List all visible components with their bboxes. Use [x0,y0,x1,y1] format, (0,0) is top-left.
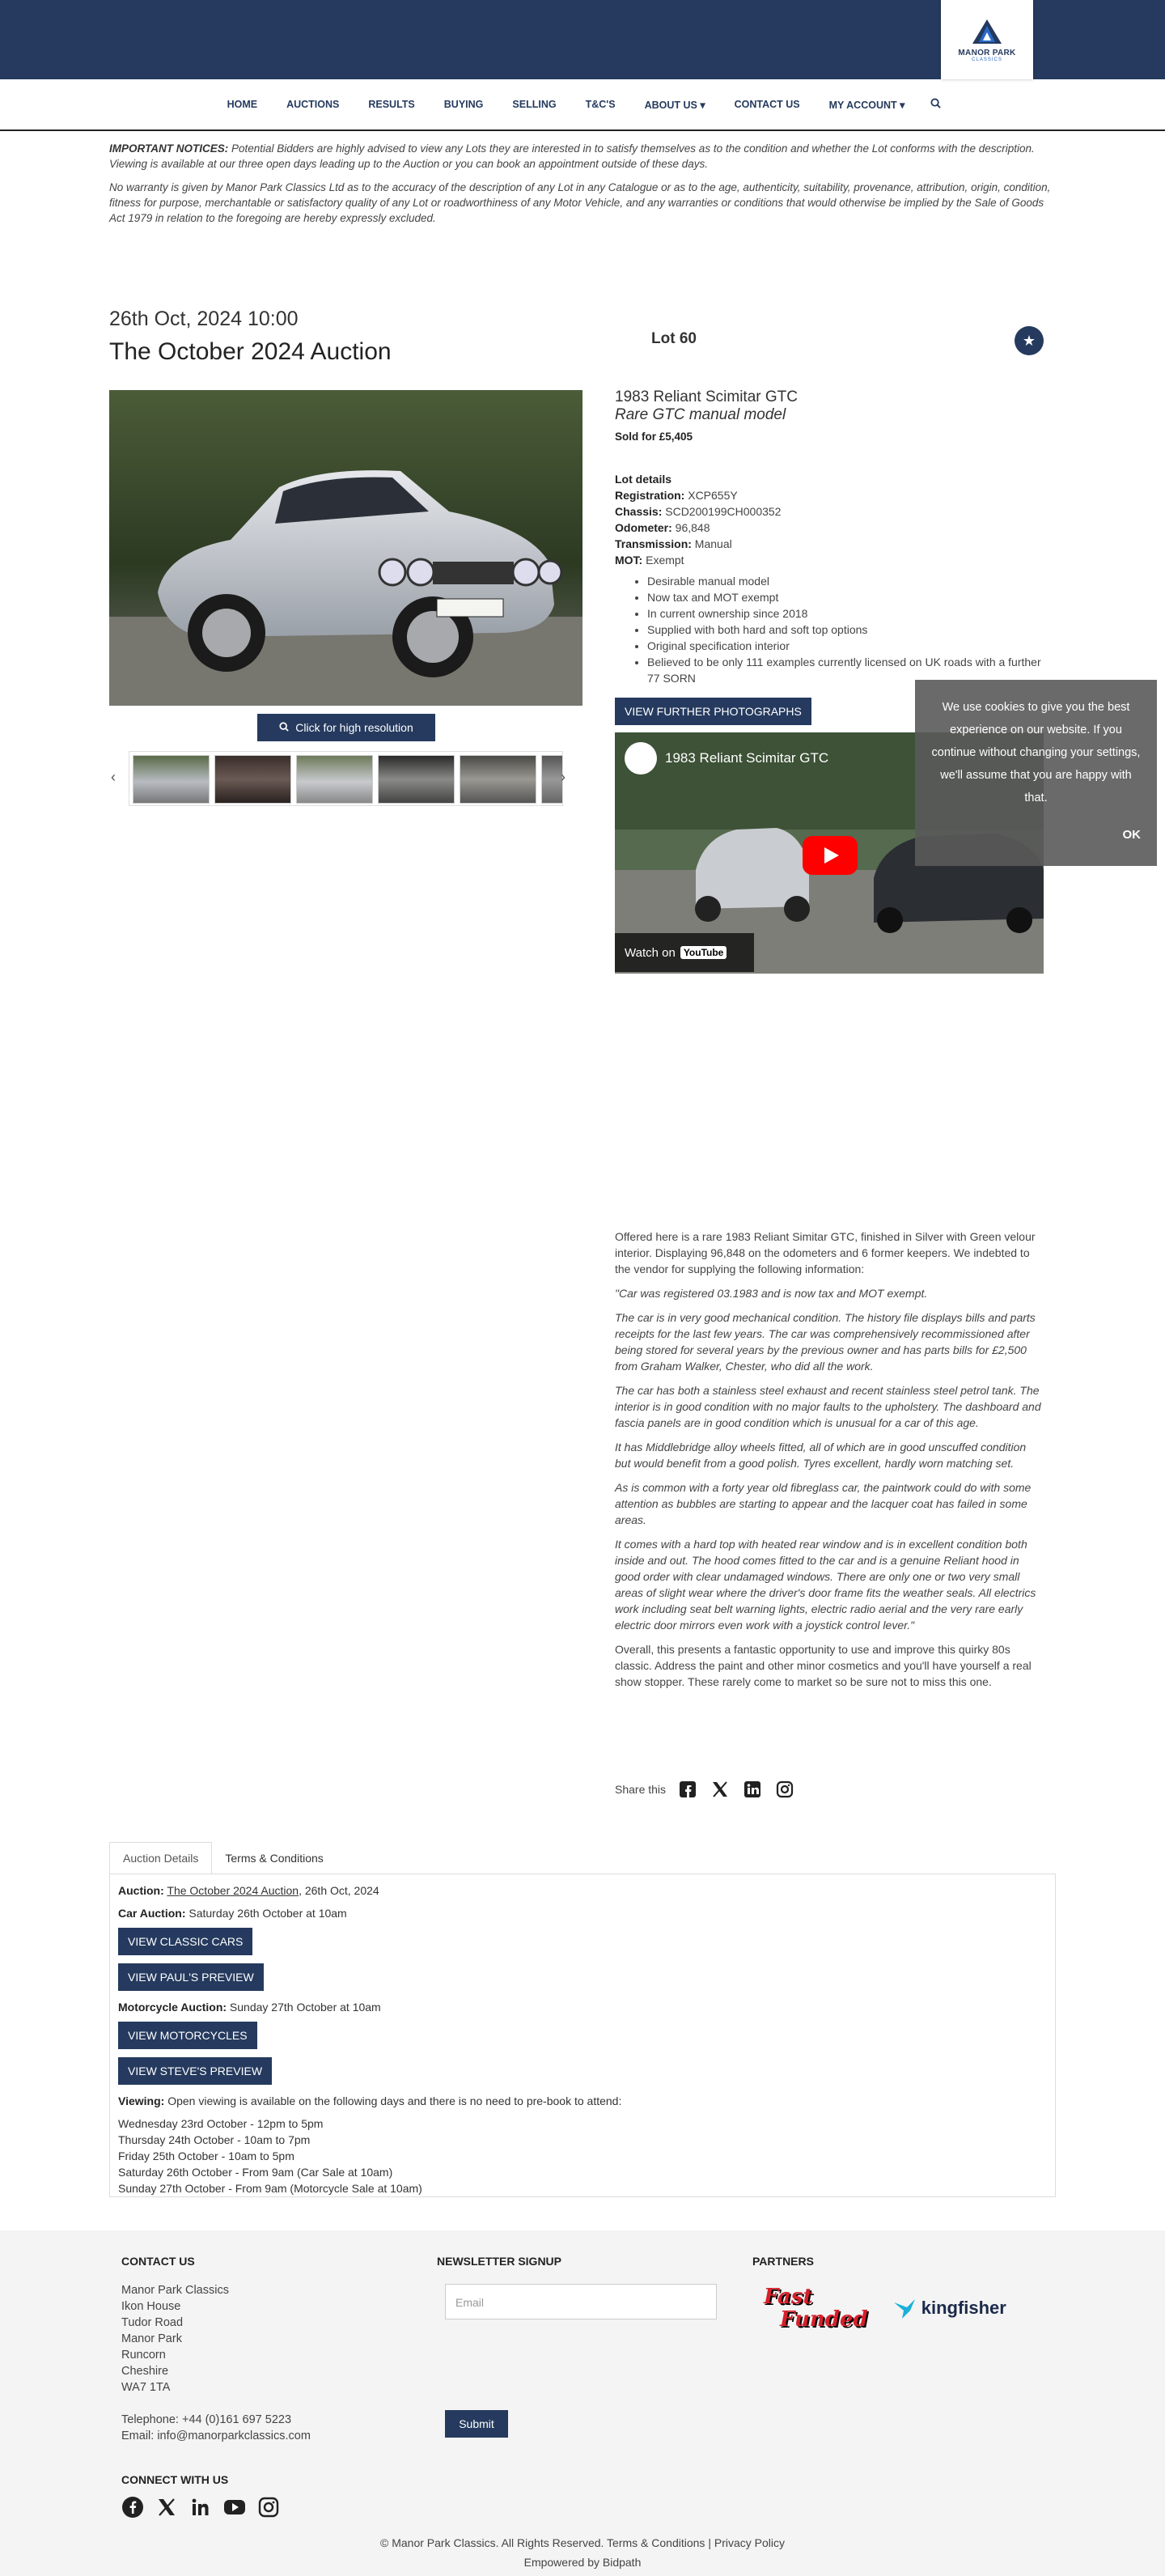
important-notices [109,141,1056,234]
partners-heading: PARTNERS [752,2255,814,2268]
cookie-text: We use cookies to give you the best experience on our website. If you continue without changing your settings, we'll assume that you are happy with that. [931,701,1141,804]
nav-selling[interactable]: SELLING [512,99,557,110]
view-pauls-preview-button[interactable]: VIEW PAUL'S PREVIEW [118,1963,264,1991]
car-subtitle: Rare GTC manual model [615,406,786,423]
thumbnail-image[interactable] [378,755,455,804]
footer-telephone[interactable]: Telephone: +44 (0)161 697 5223 [121,2413,292,2426]
thumbnail-image[interactable] [460,755,536,804]
logo-subtitle: CLASSICS [972,57,1002,62]
address-line: Cheshire [121,2365,169,2378]
view-further-photographs-button[interactable]: VIEW FURTHER PHOTOGRAPHS [615,698,811,725]
x-twitter-icon[interactable] [155,2496,178,2519]
watch-on-youtube-button[interactable] [615,933,754,972]
thumbnail-image[interactable] [133,755,210,804]
car-title: 1983 Reliant Scimitar GTC [615,388,798,405]
footer-email[interactable]: Email: info@manorparkclassics.com [121,2430,311,2442]
address-line: WA7 1TA [121,2381,171,2394]
fast-funded-logo-line-2: Funded [780,2307,868,2332]
description-quote: The car has both a stainless steel exhaust and recent stainless steel petrol tank. The interior is in good condition with no major faults to the upholstery. The dashboard and fascia panels are in good condition which is unusual for a car of this age. [615,1384,1041,1429]
nav-my-account[interactable]: MY ACCOUNT ▾ [828,99,905,111]
motorcycle-auction-value: Sunday 27th October at 10am [227,2001,381,2014]
lot-number: Lot 60 [651,330,697,347]
site-footer [0,2230,1165,2576]
notice-label: IMPORTANT NOTICES: [109,142,229,155]
motorcycle-auction-label: Motorcycle Auction: [118,2001,227,2014]
registration-label: Registration: [615,489,685,502]
newsletter-submit-button[interactable]: Submit [445,2410,508,2438]
watch-on-label: Watch on [625,945,676,960]
nav-results[interactable]: RESULTS [368,99,415,110]
feature-item: • Believed to be only 111 examples currently licensed on UK roads with a further 77 SORN [647,654,1052,686]
high-resolution-button[interactable] [257,714,435,741]
share-label: Share this [615,1783,667,1796]
newsletter-heading: NEWSLETTER SIGNUP [437,2255,562,2268]
footer-partners [752,2253,1006,2331]
description-quote: "Car was registered 03.1983 and is now tax and MOT exempt. [615,1287,928,1300]
chevron-right-icon[interactable]: › [561,769,566,785]
linkedin-icon[interactable] [189,2496,212,2519]
search-icon [279,721,289,734]
linkedin-icon[interactable] [742,1779,763,1800]
watch-lot-star-icon[interactable]: ★ [1015,326,1044,355]
viewing-day: Friday 25th October - 10am to 5pm [118,2149,294,2162]
auction-tabs [109,1842,1056,1874]
nav-buying[interactable]: BUYING [443,99,484,110]
tab-auction-details[interactable]: Auction Details [109,1842,212,1874]
main-car-photo[interactable] [109,390,582,706]
feature-item: • Desirable manual model [647,573,1052,589]
channel-avatar[interactable] [625,742,657,774]
thumbnail-strip [129,751,563,806]
notice-text-1: Potential Bidders are highly advised to view any Lots they are interested in to satisfy themselves as to the condition and whether the Lot conforms with the description. Viewing is available at our three open days leading up to the Auction or you can book an appointment outside of these days. [109,142,1035,170]
play-button-icon[interactable] [803,836,858,875]
sold-price: Sold for £5,405 [615,431,693,443]
mot-value: Exempt [642,554,684,567]
notice-paragraph-2: No warranty is given by Manor Park Classics Ltd as to the accuracy of the description of any Lot in any Catalogue or as to the age, authenticity, suitability, provenance, attribution, origin, condition, fitness for purpose, merchantable or satisfactory quality of any Lot or roadworthiness of any Motor Vehicle, and any warranties or conditions that would otherwise be implied by the Sale of Goods Act 1979 in relation to the foregoing are hereby expressly excluded. [109,181,1051,224]
footer-contact [121,2253,311,2444]
share-bar [615,1779,795,1800]
logo-triangle-icon [971,18,1003,45]
registration-value: XCP655Y [684,489,738,502]
facebook-icon[interactable] [677,1779,698,1800]
instagram-icon[interactable] [257,2496,280,2519]
x-twitter-icon[interactable] [710,1779,731,1800]
logo-name: MANOR PARK [958,48,1016,57]
view-steves-preview-button[interactable]: VIEW STEVE'S PREVIEW [118,2057,272,2085]
transmission-value: Manual [691,537,732,550]
kingfisher-logo[interactable] [892,2296,1006,2320]
auction-link[interactable]: The October 2024 Auction [167,1884,299,1897]
cookie-banner [915,680,1157,866]
site-logo[interactable] [941,0,1033,79]
instagram-icon[interactable] [774,1779,795,1800]
feature-list [615,573,1052,686]
address-line: Tudor Road [121,2316,184,2329]
powered-by-text[interactable]: Empowered by Bidpath [523,2556,642,2569]
partner-logos [764,2285,1006,2331]
lot-details-heading: Lot details [615,473,672,486]
auction-label: Auction: [118,1884,164,1897]
car-auction-value: Saturday 26th October at 10am [185,1907,347,1920]
auction-panel-date: , 26th Oct, 2024 [299,1884,379,1897]
nav-terms[interactable]: T&C'S [585,99,616,110]
cookie-ok-button[interactable]: OK [1122,828,1141,842]
thumbnail-carousel [109,751,582,808]
viewing-day: Wednesday 23rd October - 12pm to 5pm [118,2117,324,2130]
address-line: Ikon House [121,2300,181,2313]
lot-description [615,1229,1044,1698]
address-line: Runcorn [121,2349,166,2362]
description-quote: As is common with a forty year old fibreglass car, the paintwork could do with some attention as bubbles are starting to appear and the lacquer coat has failed in some areas. [615,1481,1032,1526]
thumbnail-image[interactable] [541,755,563,804]
thumbnail-image[interactable] [296,755,373,804]
odometer-label: Odometer: [615,521,672,534]
fast-funded-logo[interactable] [764,2285,868,2331]
fast-funded-logo-line-1: Fast [764,2285,813,2309]
description-quote: It has Middlebridge alloy wheels fitted, all of which are in good unscuffed condition but would benefit from a good polish. Tyres excellent, hardly worn matching set. [615,1441,1027,1470]
description-quote: The car is in very good mechanical condition. The history file displays bills and parts receipts for the last few years. The car was comprehensively recommissioned after being stored for several years by the previous owner and has parts bills for £2,500 from Graham Walker, Chester, who did all the work. [615,1311,1036,1373]
facebook-icon[interactable] [121,2496,144,2519]
view-classic-cars-button[interactable]: VIEW CLASSIC CARS [118,1928,252,1955]
chevron-left-icon[interactable]: ‹ [111,769,116,785]
transmission-label: Transmission: [615,537,692,550]
high-resolution-label: Click for high resolution [295,721,413,734]
newsletter-email-input[interactable]: Email [445,2284,717,2319]
viewing-label: Viewing: [118,2094,165,2107]
viewing-value: Open viewing is available on the following days and there is no need to pre-book to attend: [164,2094,622,2107]
footer-newsletter [437,2253,717,2319]
youtube-icon[interactable] [223,2496,246,2519]
tab-terms-conditions[interactable]: Terms & Conditions [225,1852,324,1865]
kingfisher-bird-icon [892,2296,917,2320]
auction-date: 26th Oct, 2024 10:00 [109,308,299,330]
feature-item: • Original specification interior [647,638,1052,654]
nav-auctions[interactable]: AUCTIONS [286,99,340,110]
feature-item: • In current ownership since 2018 [647,605,1052,622]
car-auction-label: Car Auction: [118,1907,186,1920]
mot-label: MOT: [615,554,643,567]
chassis-value: SCD200199CH000352 [662,505,782,518]
video-title[interactable]: 1983 Reliant Scimitar GTC [665,750,829,766]
lot-details [615,471,1052,686]
nav-contact-us[interactable]: CONTACT US [734,99,800,110]
feature-item: • Supplied with both hard and soft top options [647,622,1052,638]
copyright-text: © Manor Park Classics. All Rights Reserved. Terms & Conditions | Privacy Policy [380,2536,785,2549]
nav-home[interactable]: HOME [227,99,258,110]
notice-paragraph-1 [109,141,1056,172]
auction-title: The October 2024 Auction [109,338,392,365]
main-nav [0,79,1165,131]
description-paragraph: Overall, this presents a fantastic opportunity to use and improve this quirky 80s classic. Address the paint and other minor cosmetics and you'll have yourself a real show stopper. These rarely come to market so be sure not to miss this one. [615,1643,1032,1688]
kingfisher-logo-text: kingfisher [921,2298,1006,2318]
address-line: Manor Park [121,2332,182,2345]
auction-details-panel [109,1874,1056,2197]
view-motorcycles-button[interactable]: VIEW MOTORCYCLES [118,2022,257,2049]
search-icon[interactable] [919,98,952,111]
youtube-logo: YouTube [680,946,727,959]
chassis-label: Chassis: [615,505,663,518]
top-header-bar [0,0,1165,79]
odometer-value: 96,848 [671,521,710,534]
viewing-day: Saturday 26th October - From 9am (Car Sale at 10am) [118,2166,393,2179]
viewing-day: Thursday 24th October - 10am to 7pm [118,2133,311,2146]
description-quote: It comes with a hard top with heated rear window and is in excellent condition both inside and out. The hood comes fitted to the car and is a genuine Reliant hood in good order with clear undamaged windows. There are only one or two very small areas of slight wear where the driver's door frame fits the weather seals. All electrics work including seat belt warning lights, electric radio aerial and the very rare early electric door mirrors even work with a joystick control lever." [615,1538,1036,1632]
feature-item: • Now tax and MOT exempt [647,589,1052,605]
description-paragraph: Offered here is a rare 1983 Reliant Simitar GTC, finished in Silver with Green velour interior. Displaying 96,848 on the odometers and 6 former keepers. We indebted to the vendor for supplying the following information: [615,1230,1036,1275]
viewing-day: Sunday 27th October - From 9am (Motorcycle Sale at 10am) [118,2182,422,2195]
address-line: Manor Park Classics [121,2284,229,2297]
contact-heading: CONTACT US [121,2255,195,2268]
thumbnail-image[interactable] [214,755,291,804]
nav-about-us[interactable]: ABOUT US ▾ [644,99,705,111]
connect-heading: CONNECT WITH US [121,2473,229,2486]
connect-with-us [121,2473,280,2519]
